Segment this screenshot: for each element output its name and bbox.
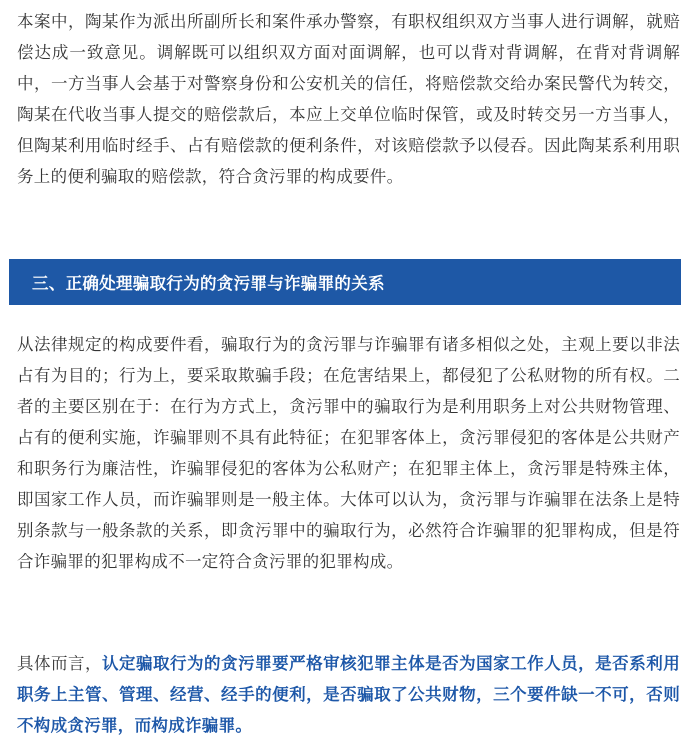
section-heading-bar xyxy=(9,259,681,305)
paragraph-3-emphasis: 认定骗取行为的贪污罪要严格审核犯罪主体是否为国家工作人员，是否系利用职务上主管、管理、经营、经手的便利，是否骗取了公共财物，三个要件缺一不可，否则不构成贪污罪，而构成诈骗罪。 xyxy=(17,654,681,735)
body-paragraph-3 xyxy=(0,648,691,741)
body-paragraph-2: 从法律规定的构成要件看，骗取行为的贪污罪与诈骗罪有诸多相似之处，主观上要以非法占有为目的；行为上，要采取欺骗手段；在危害结果上，都侵犯了公私财物的所有权。二者的主要区别在于：在行为方式上，贪污罪中的骗取行为是利用职务上对公共财物管理、占有的便利实施，诈骗罪则不具有此特征；在犯罪客体上，贪污罪侵犯的客体是公共财产和职务行为廉洁性，诈骗罪侵犯的客体为公私财产；在犯罪主体上，贪污罪是特殊主体，即国家工作人员，而诈骗罪则是一般主体。大体可以认为，贪污罪与诈骗罪在法条上是特别条款与一般条款的关系，即贪污罪中的骗取行为，必然符合诈骗罪的犯罪构成，但是符合诈骗罪的犯罪构成不一定符合贪污罪的犯罪构成。 xyxy=(17,335,680,571)
paragraph-3-lead: 具体而言， xyxy=(17,654,103,673)
body-paragraph-1: 本案中，陶某作为派出所副所长和案件承办警察，有职权组织双方当事人进行调解，就赔偿达成一致意见。调解既可以组织双方面对面调解，也可以背对背调解，在背对背调解中，一方当事人会基于对警察身份和公安机关的信任，将赔偿款交给办案民警代为转交，陶某在代收当事人提交的赔偿款后，本应上交单位临时保管，或及时转交另一方当事人，但陶某利用临时经手、占有赔偿款的便利条件，对该赔偿款予以侵吞。因此陶某系利用职务上的便利骗取的赔偿款，符合贪污罪的构成要件。 xyxy=(17,12,680,186)
section-heading-title: 三、正确处理骗取行为的贪污罪与诈骗罪的关系 xyxy=(32,274,385,293)
